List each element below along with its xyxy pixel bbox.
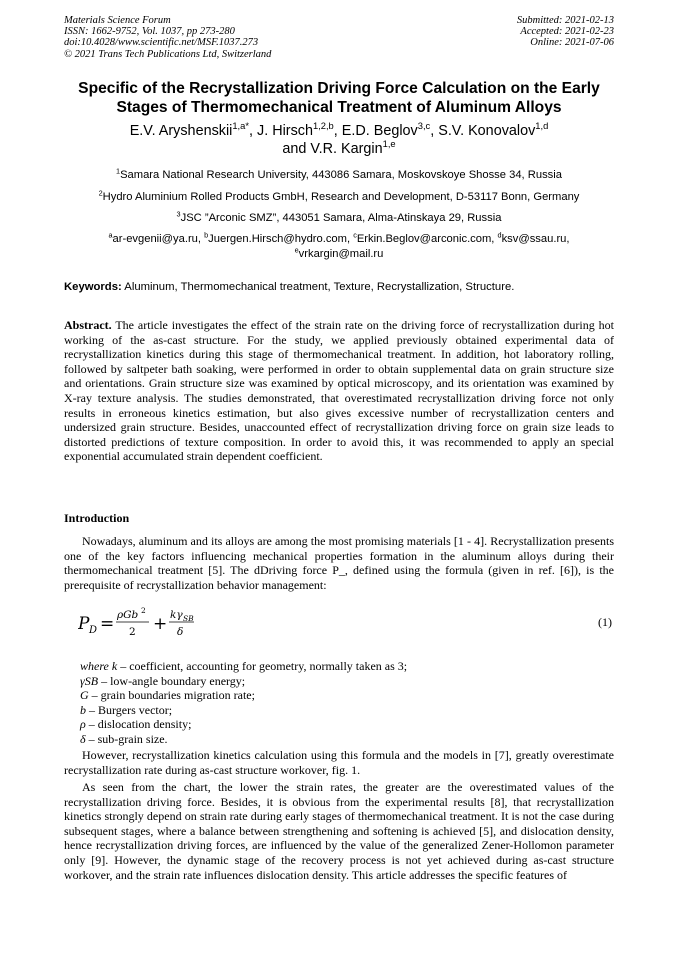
paper-title: Specific of the Recrystallization Driving Force Calculation on the Early Stages of Thermomechanical Treatment of Aluminum Alloys <box>78 80 600 116</box>
equation-1 <box>78 604 618 642</box>
abstract <box>64 318 614 464</box>
email-list: $^a$ar-evgenii@ya.ru, $^b$Juergen.Hirsch@hydro.com, $^c$Erkin.Beglov@arconic.com, $^d$ksv@ssau.ru, $^e$vrkargin@mail.ru <box>108 230 570 260</box>
author: E.V. Aryshenskii <box>129 123 233 139</box>
email-link[interactable]: ar-evgenii@ya.ru, <box>112 233 205 245</box>
author: , E.D. Beglov <box>333 123 418 139</box>
keywords-label: Keywords: <box>64 281 122 293</box>
dates-header <box>517 15 614 49</box>
email-link[interactable]: ksv@ssau.ru, <box>501 233 570 245</box>
submitted-date: Submitted: 2021-02-13 <box>516 15 614 26</box>
svg-text:2: 2 <box>129 626 136 638</box>
intro-paragraph-3: As seen from the chart, the lower the strain rates, the greater are the overestimated values of the recrystallization driving force. Besides, it is obvious from the experimental results [8], that recrystallization kinetics strongly depend on strain rate during early stages of thermomechanical treatment. It is not the case during subsequent stages, where a balance between strengthening and softening is achieved [5], and dislocation density, hence recrystallization driving forces, are influenced by the value of the generalized Zener-Hollomon parameter only [9]. However, the dynamic stage of the recovery process is not yet achieved during as-cast structure workover, and the strain rate influences dislocation density. This article addresses the specific features of <box>64 780 614 882</box>
keywords-text: Aluminum, Thermomechanical treatment, Texture, Recrystallization, Structure. <box>121 281 515 293</box>
affiliation-1: $^1$Samara National Research University, 443086 Samara, Moskovskoye Shosse 34, Russia <box>116 166 562 181</box>
svg-text:kγ: kγ <box>170 609 183 621</box>
affiliation-3: $^3$JSC ”Arconic SMZ”, 443051 Samara, Alma-Atinskaya 29, Russia <box>176 209 502 224</box>
email-link[interactable]: Juergen.Hirsch@hydro.com, <box>208 233 354 245</box>
intro-paragraph-1: Nowadays, aluminum and its alloys are among the most promising materials [1 - 4]. Recrystallization presents one of the key factors influencing mechanical properties formation in the aluminum alloys during their thermomechanical treatment [5]. The dDriving force P_, defined using the formula (given in ref. [6]), is the prerequisite of recrystallization behavior management: <box>64 534 614 592</box>
svg-text:=: = <box>100 614 115 634</box>
journal-header <box>64 15 271 60</box>
journal-name: Materials Science Forum <box>64 15 171 26</box>
definition-item: G – grain boundaries migration rate; <box>80 688 255 703</box>
author: , S.V. Konovalov <box>430 123 536 139</box>
svg-text:2: 2 <box>141 606 146 615</box>
svg-text:ρGb: ρGb <box>117 609 139 621</box>
driving-force-formula <box>78 604 218 642</box>
author: , J. Hirsch <box>249 123 313 139</box>
intro-paragraph-2: However, recrystallization kinetics calculation using this formula and the models in [7], greatly overestimate recrystallization rate during as-cast structure workover, fig. 1. <box>64 748 614 777</box>
email-link[interactable]: vrkargin@mail.ru <box>298 247 384 260</box>
equation-number: (1) <box>598 615 612 629</box>
affiliation-2: $^2$Hydro Aluminium Rolled Products GmbH, Research and Development, D-53117 Bonn, Germany <box>98 188 580 203</box>
author-list: E.V. Aryshenskii$^{1,a*}$, J. Hirsch$^{1,2,b}$, E.D. Beglov$^{3,c}$, S.V. Konovalov$^{1,d}$ and V.R. Kargin$^{1,e}$ <box>129 121 549 157</box>
svg-text:D: D <box>89 625 98 636</box>
svg-text:P: P <box>78 614 90 634</box>
abstract-label: Abstract. <box>64 318 112 332</box>
author: and V.R. Kargin <box>282 141 383 157</box>
abstract-text: The article investigates the effect of the strain rate on the driving force of recrystallization during hot working of the as-cast structure. For the study, we applied previously obtained experimental data of recrystallization kinetics during this stage of thermomechanical treatment. In addition, hot laboratory rolling, followed by saltpeter bath soaking, were performed in order to obtain supplemental data on grain structure size and orientations. Grain structure size was examined by optical microscopy, and its orientation was examined by X-ray texture analysis. The studies demonstrated, that overestimated recrystallization driving force not only results in erroneous kinetics estimation, but also gives excessive number of recrystallization centers and undersized grain structure. Besides, unaccounted effect of recrystallization driving force on grain size leads to distorted predictions of texture composition. In order to avoid this, it was recommended to apply an special exponential accumulated strain dependent coefficient. <box>64 318 614 464</box>
journal-copyright: © 2021 Trans Tech Publications Ltd, Switzerland <box>64 48 272 60</box>
definition-item: where k – coefficient, accounting for geometry, normally taken as 3; <box>80 659 408 673</box>
journal-doi: doi:10.4028/www.scientific.net/MSF.1037.273 <box>64 37 259 49</box>
journal-issn: ISSN: 1662-9752, Vol. 1037, pp 273-280 <box>64 26 235 38</box>
definition-item: γSB – low-angle boundary energy; <box>80 673 246 688</box>
definition-item: δ – sub-grain size. <box>80 731 168 746</box>
section-heading-introduction: Introduction <box>64 511 130 525</box>
definition-item: ρ – dislocation density; <box>80 717 192 732</box>
svg-text:δ: δ <box>177 626 184 638</box>
email-link[interactable]: Erkin.Beglov@arconic.com, <box>356 233 498 245</box>
online-date: Online: 2021-07-06 <box>530 37 614 49</box>
accepted-date: Accepted: 2021-02-23 <box>520 26 614 38</box>
variable-definitions <box>80 659 407 747</box>
keywords <box>64 280 619 294</box>
definition-item: b – Burgers vector; <box>80 702 173 717</box>
svg-text:+: + <box>153 614 168 634</box>
svg-text:SB: SB <box>183 614 194 623</box>
